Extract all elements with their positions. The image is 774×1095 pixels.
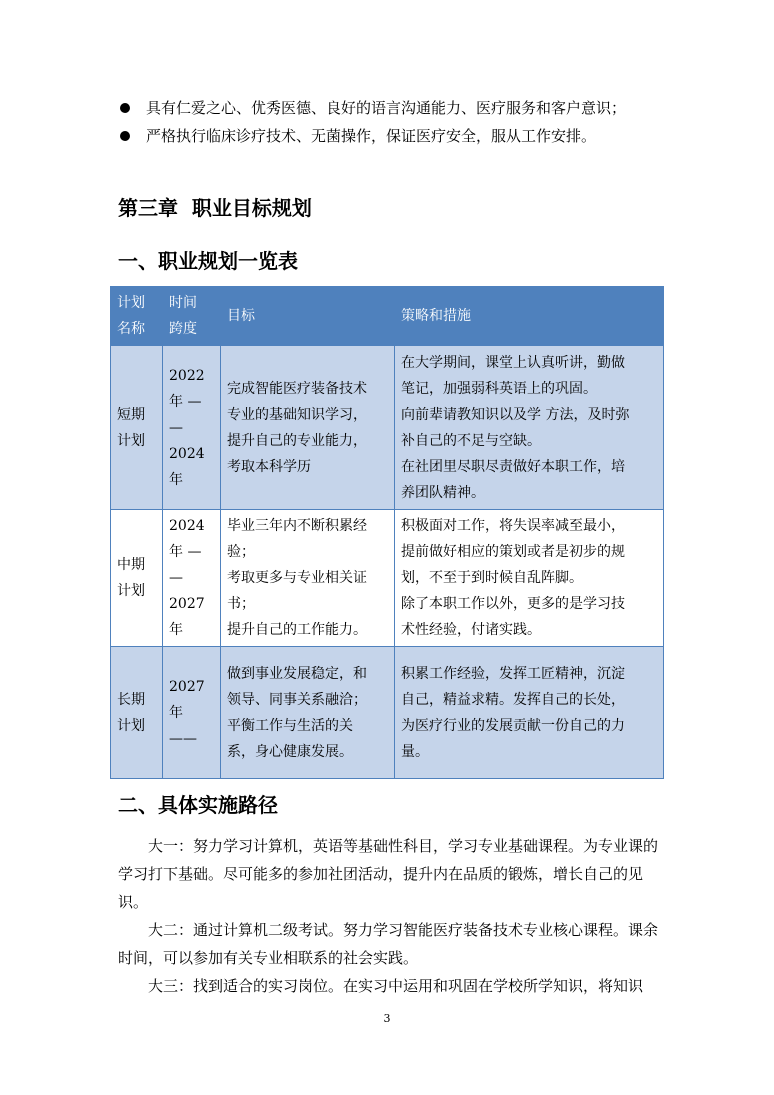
cell-line: 划，不至于到时候自乱阵脚。 — [401, 570, 583, 586]
list-item-text: 严格执行临床诊疗技术、无菌操作，保证医疗安全，服从工作安排。 — [146, 127, 597, 145]
cell-line: 计划 — [117, 432, 145, 449]
header-plan-name: 计划 名称 — [111, 287, 163, 346]
header-goal: 目标 — [221, 287, 395, 346]
table-row — [111, 647, 664, 779]
cell-line: 完成智能医疗装备技术 — [227, 380, 367, 397]
paragraph-year-one: 大一：努力学习计算机，英语等基础性科目，学习专业基础课程。为专业课的学习打下基础。尽可能多的参加社团活动，提升内在品质的锻炼，增长自己的见识。 — [118, 837, 659, 911]
cell-line: 毕业三年内不断积累经 — [227, 518, 367, 534]
cell-line: 中期 — [117, 557, 145, 573]
cell-line: 在社团里尽职尽责做好本职工作，培 — [401, 458, 625, 475]
paragraph-year-three: 大三：找到适合的实习岗位。在实习中运用和巩固在学校所学知识，将知识 — [148, 977, 644, 995]
cell-line: 养团队精神。 — [401, 484, 485, 501]
header-time-span: 时间 跨度 — [163, 287, 221, 346]
cell-line: 积极面对工作，将失误率减至最小， — [401, 518, 625, 534]
cell-line: — — [169, 419, 183, 436]
header-strategy: 策略和措施 — [395, 287, 664, 346]
cell-line: 系，身心健康发展。 — [227, 743, 353, 760]
goal-cell — [221, 647, 395, 779]
cell-line: 量。 — [401, 743, 429, 760]
cell-line: 笔记，加强弱科英语上的巩固。 — [401, 380, 597, 397]
cell-line: 补自己的不足与空缺。 — [401, 432, 541, 449]
time-span-cell — [163, 510, 221, 647]
bullet-icon — [120, 103, 130, 113]
cell-line: 2024 — [169, 445, 205, 462]
cell-line: 提升自己的工作能力。 — [227, 622, 367, 638]
cell-line: 自己，精益求精。发挥自己的长处， — [401, 691, 625, 708]
plan-name-cell — [111, 647, 163, 779]
table-header-row — [111, 287, 664, 346]
cell-line: 在大学期间，课堂上认真听讲，勤做 — [401, 354, 625, 371]
cell-line: 年 — [169, 704, 183, 721]
cell-line: 2027 — [169, 678, 205, 695]
cell-line: 领导、同事关系融洽； — [227, 691, 367, 708]
cell-line: 向前辈请教知识以及学 方法，及时弥 — [401, 406, 630, 423]
chapter-title: 第三章 职业目标规划 — [118, 196, 312, 220]
page-number: 3 — [383, 1012, 391, 1025]
cell-line: 短期 — [117, 406, 145, 423]
cell-line: 考取更多与专业相关证 — [227, 570, 367, 586]
list-item — [118, 94, 678, 122]
cell-line: 2022 — [169, 367, 205, 384]
cell-line: — — [169, 570, 183, 586]
cell-line: 计划 — [117, 583, 145, 599]
requirement-list — [118, 94, 678, 150]
cell-line: 年 — [169, 622, 183, 638]
goal-cell — [221, 510, 395, 647]
strategy-cell — [395, 647, 664, 779]
cell-line: 术性经验，付诸实践。 — [401, 622, 541, 638]
cell-line: 计划 — [117, 717, 145, 734]
cell-line: 除了本职工作以外，更多的是学习技 — [401, 596, 625, 612]
career-plan-table — [110, 286, 664, 779]
implementation-body — [118, 832, 658, 1000]
cell-line: 验； — [227, 544, 255, 560]
strategy-cell — [395, 346, 664, 510]
cell-line: 提前做好相应的策划或者是初步的规 — [401, 544, 625, 560]
strategy-cell — [395, 510, 664, 647]
cell-line: 为医疗行业的发展贡献一份自己的力 — [401, 717, 625, 734]
time-span-cell — [163, 346, 221, 510]
cell-line: 长期 — [117, 691, 145, 708]
cell-line: 平衡工作与生活的关 — [227, 717, 353, 734]
cell-line: 年 — — [169, 544, 202, 560]
bullet-icon — [120, 131, 130, 141]
table-row — [111, 510, 664, 647]
cell-line: 提升自己的专业能力， — [227, 432, 367, 449]
list-item — [118, 122, 678, 150]
plan-name-cell — [111, 510, 163, 647]
table-row — [111, 346, 664, 510]
time-span-cell — [163, 647, 221, 779]
paragraph-year-two: 大二：通过计算机二级考试。努力学习智能医疗装备技术专业核心课程。课余时间，可以参加有关专业相联系的社会实践。 — [118, 921, 659, 967]
section-title-plan-table: 一、职业规划一览表 — [118, 249, 298, 273]
cell-line: 年 — — [169, 393, 202, 410]
cell-line: —— — [169, 730, 197, 747]
plan-name-cell — [111, 346, 163, 510]
cell-line: 考取本科学历 — [227, 458, 311, 475]
cell-line: 积累工作经验，发挥工匠精神，沉淀 — [401, 665, 625, 682]
cell-line: 2027 — [169, 596, 205, 612]
list-item-text: 具有仁爱之心、优秀医德、良好的语言沟通能力、医疗服务和客户意识； — [146, 99, 627, 117]
cell-line: 书； — [227, 596, 255, 612]
cell-line: 年 — [169, 471, 183, 488]
goal-cell — [221, 346, 395, 510]
section-title-implementation: 二、具体实施路径 — [118, 793, 278, 817]
cell-line: 专业的基础知识学习， — [227, 406, 367, 423]
cell-line: 2024 — [169, 518, 205, 534]
cell-line: 做到事业发展稳定，和 — [227, 665, 367, 682]
